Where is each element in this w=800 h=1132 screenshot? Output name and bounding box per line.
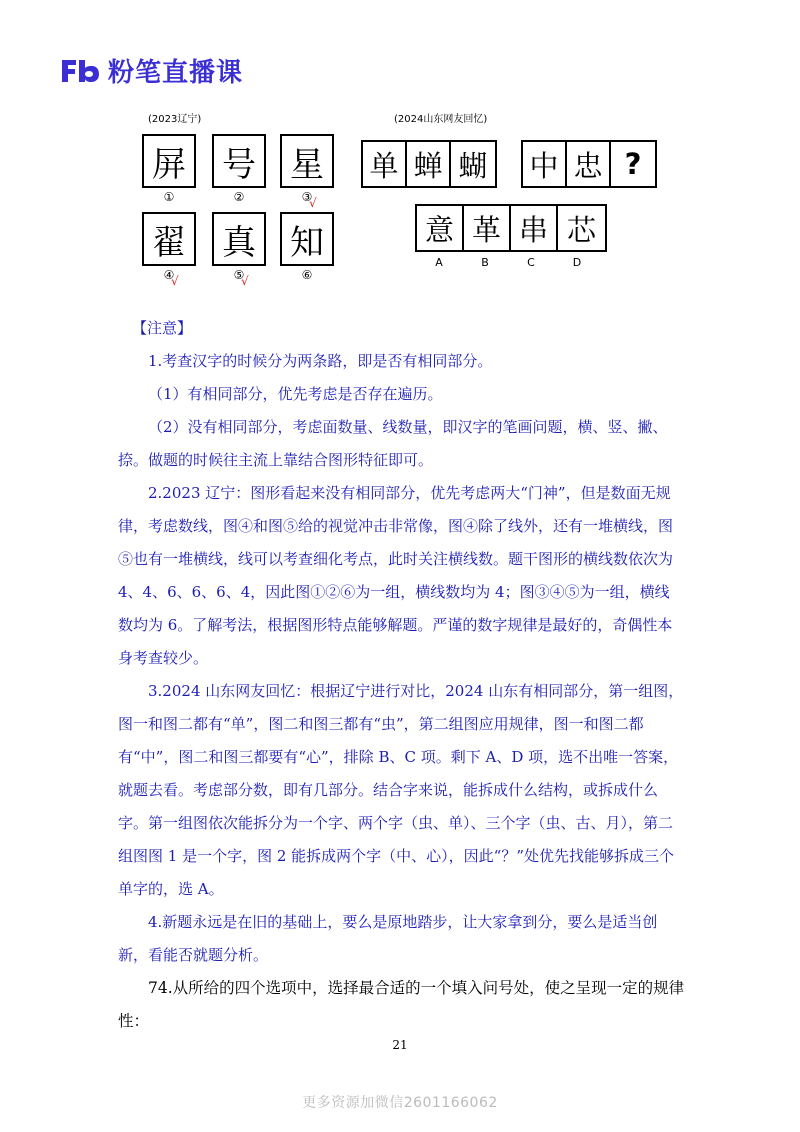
note-paragraph-1a: （1）有相同部分，优先考虑是否存在遍历。 — [148, 385, 443, 403]
shandong-group-2 — [521, 140, 657, 188]
group1-cell: 蝴 — [458, 148, 488, 183]
option-cell-a: 意 — [417, 206, 464, 250]
figure-box: 知 — [280, 212, 334, 266]
option-cell-d: 芯 — [566, 212, 596, 247]
check-mark-icon: √ — [171, 274, 179, 288]
figure-number: ④ — [163, 268, 175, 282]
footer-watermark: 更多资源加微信2601166062 — [302, 1095, 498, 1111]
figure-number: ② — [233, 190, 245, 204]
option-letter: A — [435, 256, 443, 269]
group2-cell: 中 — [523, 142, 567, 186]
figure-box: 星 — [280, 134, 334, 188]
check-mark-icon: √ — [309, 196, 317, 210]
figure-box: 屏 — [142, 134, 196, 188]
note-paragraph-1: 1.考查汉字的时候分为两条路，即是否有相同部分。 — [148, 352, 493, 370]
note-paragraph-1b: （2）没有相同部分，考虑面数量、线数量，即汉字的笔画问题，横、竖、撇、捺。做题的时候往主流上靠结合图形特征即可。 — [118, 418, 668, 469]
group1-cell: 单 — [363, 142, 407, 186]
header — [60, 52, 243, 89]
page-number: 21 — [392, 1038, 408, 1052]
figure-number: ⑤ — [233, 268, 245, 282]
shandong-group-1 — [361, 140, 497, 188]
notes-heading: 【注意】 — [132, 319, 193, 337]
option-letter: B — [481, 256, 489, 269]
group2-cell: ? — [624, 147, 642, 181]
figure-box: 翟 — [142, 212, 196, 266]
group1-cell: 蝉 — [407, 142, 451, 186]
question-74 — [118, 972, 688, 1038]
fb-logo-icon — [60, 58, 100, 84]
figure-box: 号 — [212, 134, 266, 188]
figure-number: ① — [163, 190, 175, 204]
option-row — [415, 204, 607, 252]
figure-number: ③ — [301, 190, 313, 204]
brand-title: 粉笔直播课 — [108, 58, 244, 88]
note-paragraph-4: 4.新题永远是在旧的基础上，要么是原地踏步，让大家拿到分，要么是适当创新，看能否就题分析。 — [118, 913, 658, 964]
figure-label-liaoning: (2023辽宁) — [148, 114, 202, 125]
check-mark-icon: √ — [241, 274, 249, 288]
figure-number: ⑥ — [301, 268, 313, 282]
group2-cell: 忠 — [567, 142, 611, 186]
option-cell-b: 革 — [464, 206, 511, 250]
note-paragraph-3: 3.2024 山东网友回忆：根据辽宁进行对比，2024 山东有相同部分，第一组图，图一和图二都有“单”，图二和图三都有“虫”，第二组图应用规律，图一和图二都有“中”，图二和图三都要有“心”，排除 B、C 项。剩下 A、D 项，选不出唯一答案，就题去看。考虑部分数，即有几部分。结合字来说，能拆成什么结构，或拆成什么字。第一组图依次能拆分为一个字、两个字（虫、单）、三个字（虫、古、月），第二组图图 1 是一个字，图 2 能拆成两个字（中、心），因此“？”处优先找能够拆成三个单字的，选 A。 — [118, 682, 684, 898]
option-letters — [416, 256, 600, 269]
option-letter: D — [572, 256, 582, 269]
option-cell-c: 串 — [511, 206, 558, 250]
note-paragraph-2: 2.2023 辽宁：图形看起来没有相同部分，优先考虑两大“门神”，但是数面无规律，考虑数线，图④和图⑤给的视觉冲击非常像，图④除了线外，还有一堆横线，图⑤也有一堆横线，线可以考查细化考点，此时关注横线数。题干图形的横线数依次为 4、4、6、6、6、4，因此图①②⑥为一组，横线数均为 4；图③④⑤为一组，横线数均为 6。了解考法，根据图形特点能够解题。严谨的数字规律是最好的，奇偶性本身考查较少。 — [118, 484, 674, 667]
question-text: 74.从所给的四个选项中，选择最合适的一个填入问号处，使之呈现一定的规律性： — [118, 979, 685, 1030]
figure-box: 真 — [212, 212, 266, 266]
notes-section — [118, 312, 684, 972]
option-letter: C — [527, 256, 535, 269]
figure-label-shandong: (2024山东网友回忆) — [394, 114, 488, 125]
